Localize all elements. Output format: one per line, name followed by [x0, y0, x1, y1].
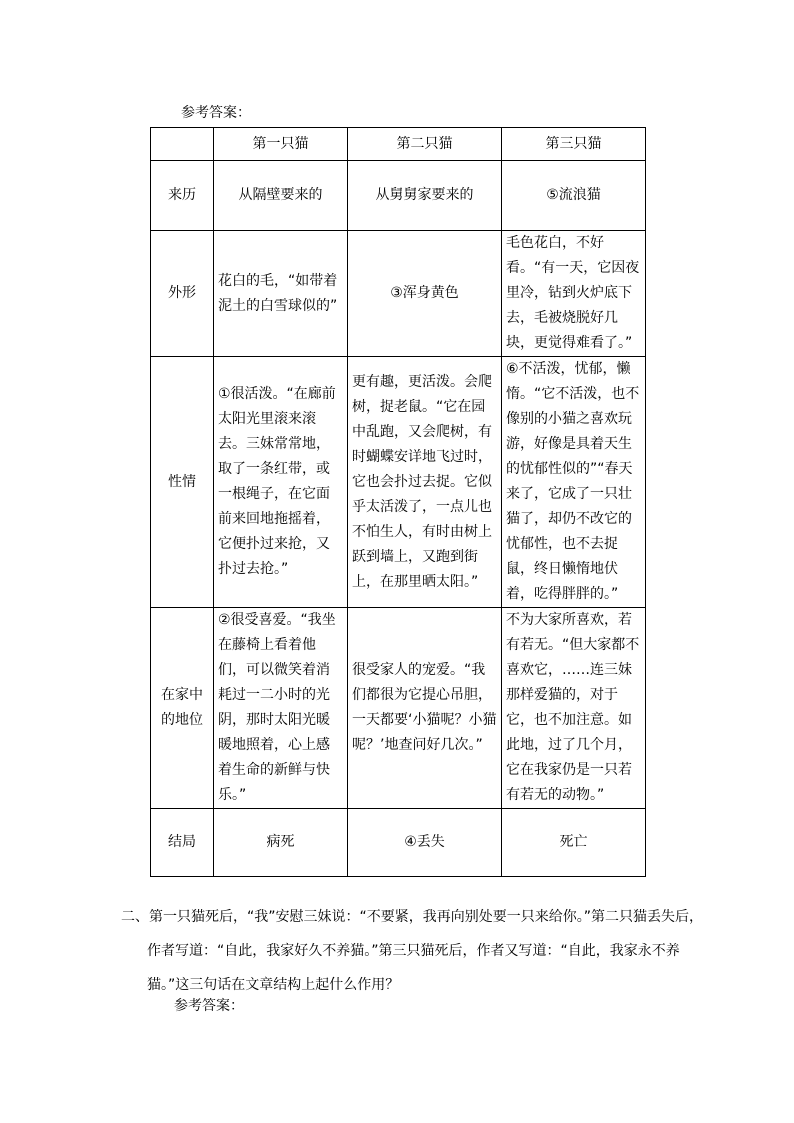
- question-2: [121, 900, 707, 1002]
- table-row-appearance: [151, 231, 646, 357]
- table-row-ending: [151, 809, 646, 877]
- table-row-status: [151, 608, 646, 809]
- answer-label-top: 参考答案：: [181, 105, 251, 121]
- row-label-status: 在家中的地位: [151, 608, 214, 809]
- row-label-ending: 结局: [151, 809, 214, 877]
- table-row-origin: [151, 161, 646, 231]
- row-label-origin: 来历: [151, 161, 214, 231]
- cell-status-cat2: 很受家人的宠爱。“我们都很为它提心吊胆，一天都要‘小猫呢？小猫呢？’地查问好几次。”: [348, 608, 502, 809]
- question-2-text: 二、第一只猫死后，“我”安慰三妹说：“不要紧，我再向别处要一只来给你。”第二只猫丢失后，作者写道：“自此，我家好久不养猫。”第三只猫死后，作者又写道：“自此，我家永不养猫。”这三句话在文章结构上起什么作用？: [121, 909, 704, 993]
- cats-comparison-table: [150, 127, 646, 877]
- cell-status-cat3: 不为大家所喜欢，若有若无。“但大家都不喜欢它，……连三妹那样爱猫的，对于它，也不加注意。如此地，过了几个月，它在我家仍是一只若有若无的动物。”: [502, 608, 646, 809]
- header-cat-2: 第二只猫: [348, 128, 502, 161]
- cell-appearance-cat1: 花白的毛，“如带着泥土的白雪球似的”: [214, 231, 348, 357]
- cell-temperament-cat1: ①很活泼。“在廊前太阳光里滚来滚去。三妹常常地，取了一条红带，或一根绳子，在它面前来回地拖摇着，它便扑过来抢，又扑过去抢。”: [214, 357, 348, 608]
- table-row-temperament: [151, 357, 646, 608]
- cell-ending-cat1: 病死: [214, 809, 348, 877]
- header-corner: [151, 128, 214, 161]
- cell-origin-cat3: ⑤流浪猫: [502, 161, 646, 231]
- table-header-row: [151, 128, 646, 161]
- row-label-temperament: 性情: [151, 357, 214, 608]
- cell-appearance-cat2: ③浑身黄色: [348, 231, 502, 357]
- cell-status-cat1: ②很受喜爱。“我坐在藤椅上看着他们，可以微笑着消耗过一二小时的光阴，那时太阳光暖暖地照着，心上感着生命的新鲜与快乐。”: [214, 608, 348, 809]
- row-label-appearance: 外形: [151, 231, 214, 357]
- cell-temperament-cat2: 更有趣，更活泼。会爬树，捉老鼠。“它在园中乱跑，又会爬树，有时蝴蝶安详地飞过时，它也会扑过去捉。它似乎太活泼了，一点儿也不怕生人，有时由树上跃到墙上，又跑到街上，在那里晒太阳。”: [348, 357, 502, 608]
- cell-appearance-cat3: 毛色花白，不好看。“有一天，它因夜里冷，钻到火炉底下去，毛被烧脱好几块，更觉得难看了。”: [502, 231, 646, 357]
- header-cat-3: 第三只猫: [502, 128, 646, 161]
- cell-origin-cat1: 从隔壁要来的: [214, 161, 348, 231]
- cell-temperament-cat3: ⑥不活泼，忧郁，懒惰。“它不活泼，也不像别的小猫之喜欢玩游，好像是具着天生的忧郁性似的”“春天来了，它成了一只壮猫了，却仍不改它的忧郁性，也不去捉鼠，终日懒惰地伏着，吃得胖胖的。”: [502, 357, 646, 608]
- answer-label-bottom: 参考答案：: [174, 998, 244, 1014]
- cell-ending-cat2: ④丢失: [348, 809, 502, 877]
- cell-ending-cat3: 死亡: [502, 809, 646, 877]
- cell-origin-cat2: 从舅舅家要来的: [348, 161, 502, 231]
- header-cat-1: 第一只猫: [214, 128, 348, 161]
